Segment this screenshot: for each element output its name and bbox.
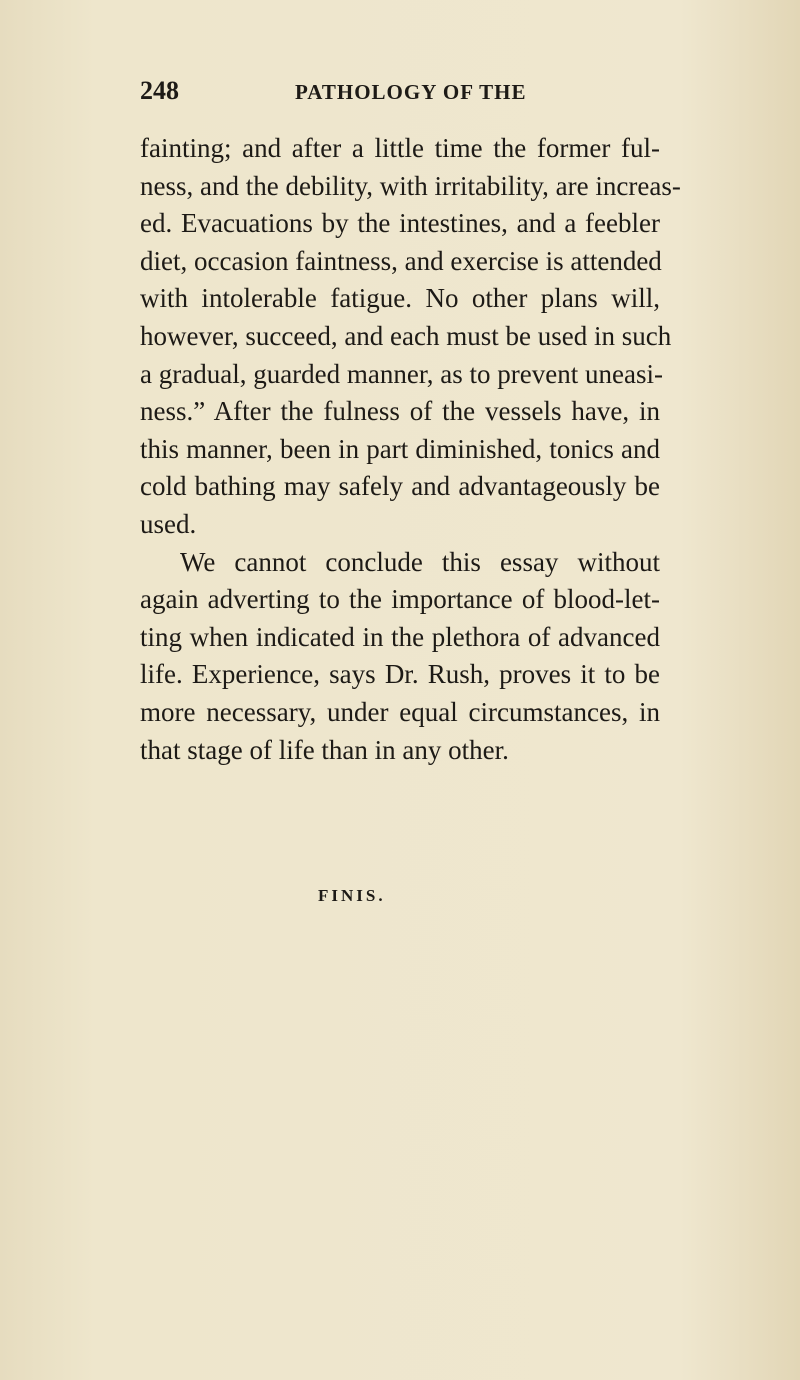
page-number: 248 — [140, 76, 179, 105]
text-line: We cannot conclude this essay without — [180, 546, 660, 577]
text-line: ness.” After the fulness of the vessels have, in — [140, 396, 660, 427]
text-line: with intolerable fatigue. No other plans will, — [140, 283, 660, 314]
text-line: a gradual, guarded manner, as to prevent uneasi- — [140, 358, 663, 389]
text-line: however, succeed, and each must be used in such — [140, 320, 672, 351]
text-line: diet, occasion faintness, and exercise is attended — [140, 245, 662, 276]
body-text — [140, 130, 681, 769]
text-line: again adverting to the importance of blood-let- — [140, 584, 660, 615]
text-line: this manner, been in part diminished, tonics and — [140, 433, 660, 464]
text-line: ting when indicated in the plethora of advanced — [140, 621, 660, 652]
text-line: life. Experience, says Dr. Rush, proves it to be — [140, 659, 660, 690]
page-header — [140, 76, 660, 112]
paragraph-1 — [140, 130, 681, 544]
finis-mark: FINIS. — [318, 886, 386, 905]
paragraph-2 — [140, 544, 660, 770]
text-line: cold bathing may safely and advantageously be — [140, 471, 660, 502]
text-line: fainting; and after a little time the former ful- — [140, 133, 660, 163]
text-line: used. — [140, 508, 197, 539]
running-head: PATHOLOGY OF THE — [295, 80, 527, 104]
text-line: that stage of life than in any other. — [140, 734, 509, 765]
text-line: more necessary, under equal circumstances, in — [140, 696, 660, 727]
text-line: ed. Evacuations by the intestines, and a feebler — [140, 208, 660, 239]
text-line: ness, and the debility, with irritability, are increas- — [140, 170, 681, 201]
